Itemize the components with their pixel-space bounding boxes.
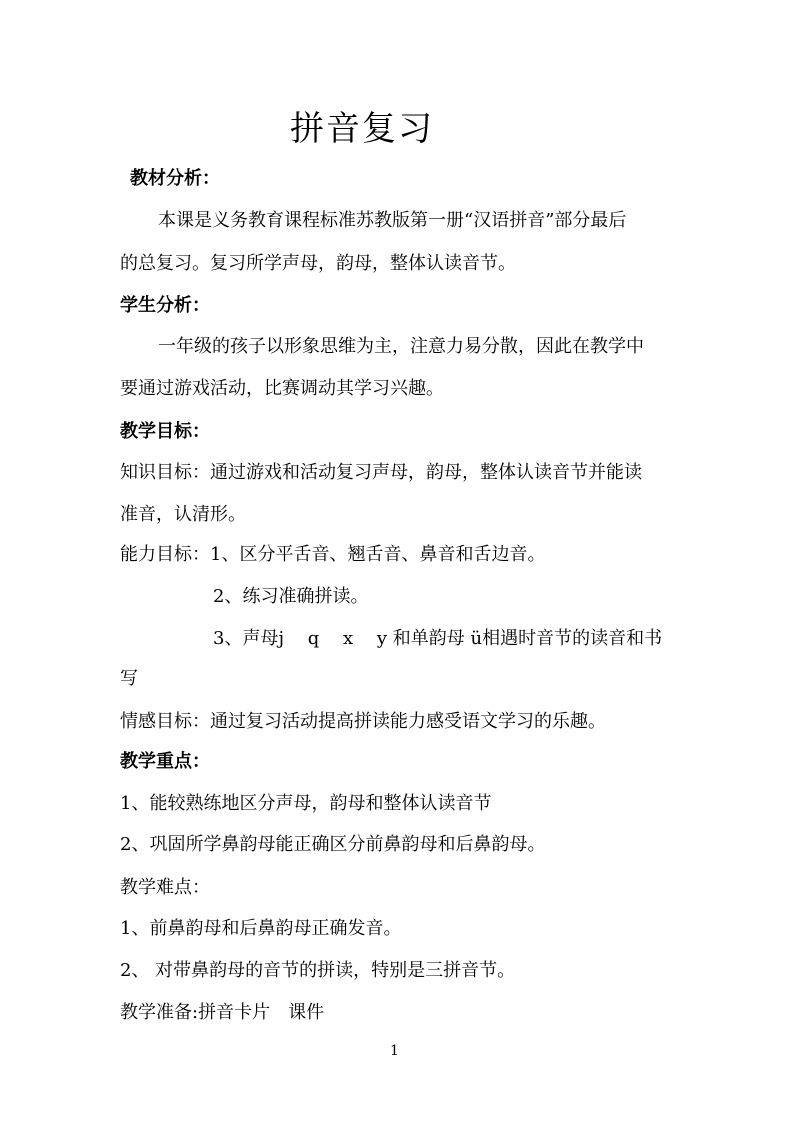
ability-goal-item3-continued: 写 xyxy=(120,668,138,689)
key-point-item2: 2、巩固所学鼻韵母能正确区分前鼻韵母和后鼻韵母。 xyxy=(120,834,546,855)
teaching-preparation: 教学准备:拼音卡片 课件 xyxy=(120,1002,325,1023)
ability-goal-item3: 3、声母j q x y 和单韵母 ü相遇时音节的读音和书 xyxy=(213,628,663,649)
knowledge-goal-line1: 知识目标：通过游戏和活动复习声母，韵母，整体认读音节并能读 xyxy=(120,462,642,483)
key-point-item1: 1、能较熟练地区分声母，韵母和整体认读音节 xyxy=(120,793,492,814)
student-analysis-heading: 学生分析： xyxy=(120,295,210,316)
emotion-goal: 情感目标：通过复习活动提高拼读能力感受语文学习的乐趣。 xyxy=(120,711,606,732)
student-analysis-paragraph-line1: 一年级的孩子以形象思维为主，注意力易分散，因此在教学中 xyxy=(158,336,644,357)
difficulties-heading: 教学难点： xyxy=(120,877,210,898)
teaching-goals-heading: 教学目标： xyxy=(120,421,210,442)
ability-goal-item2: 2、练习准确拼读。 xyxy=(213,586,369,607)
textbook-analysis-paragraph-line1: 本课是义务教育课程标准苏教版第一册“汉语拼音”部分最后 xyxy=(158,210,627,231)
knowledge-goal-line2: 准音，认清形。 xyxy=(120,504,246,525)
student-analysis-paragraph-line2: 要通过游戏活动，比赛调动其学习兴趣。 xyxy=(120,378,444,399)
document-title: 拼音复习 xyxy=(290,109,434,149)
key-points-heading: 教学重点： xyxy=(120,751,210,772)
textbook-analysis-paragraph-line2: 的总复习。复习所学声母，韵母，整体认读音节。 xyxy=(120,253,516,274)
textbook-analysis-heading: 教材分析： xyxy=(130,168,220,189)
difficulty-item2: 2、 对带鼻韵母的音节的拼读，特别是三拼音节。 xyxy=(120,960,516,981)
ability-goal-item1: 能力目标：1、区分平舌音、翘舌音、鼻音和舌边音。 xyxy=(120,544,546,565)
page-number: 1 xyxy=(390,1043,399,1059)
difficulty-item1: 1、前鼻韵母和后鼻韵母正确发音。 xyxy=(120,918,402,939)
